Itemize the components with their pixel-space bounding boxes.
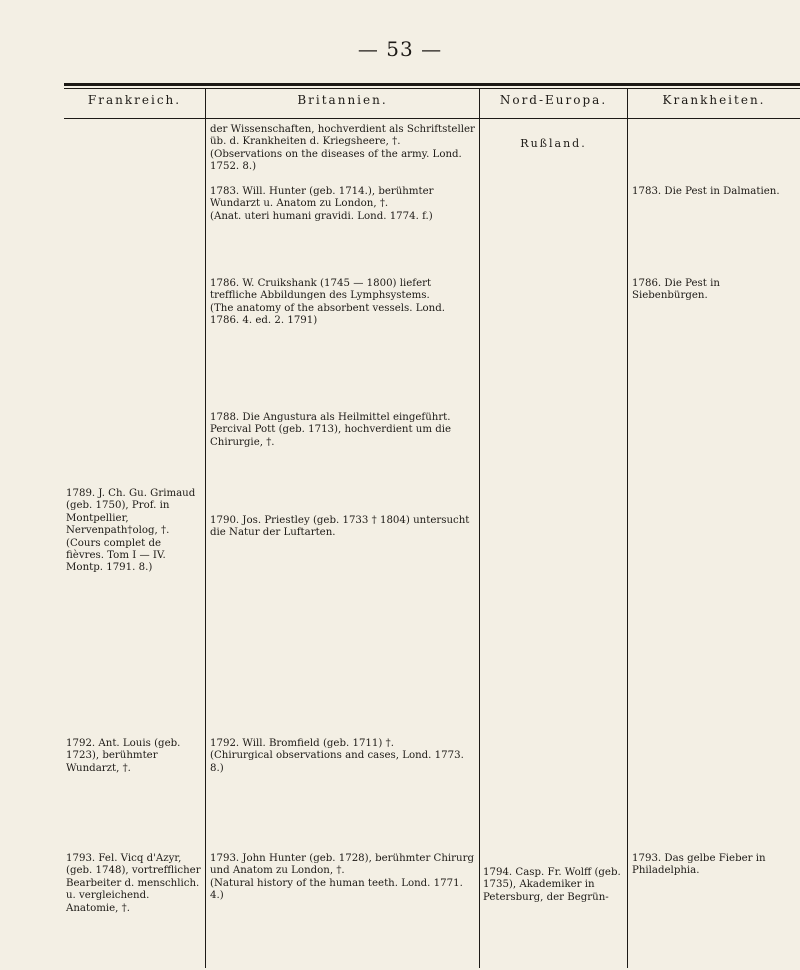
entry-krankheiten-1793: 1793. Das gelbe Fieber in Philadelphia. xyxy=(632,853,766,877)
entry-krankheiten-1783: 1783. Die Pest in Dalmatien. xyxy=(632,186,780,197)
entry-britannien-1783: 1783. Will. Hunter (geb. 1714.), berühmter Wundarzt u. Anatom zu London, †. (Anat. uteri humani gravidi. Lond. 1774. f.) xyxy=(210,186,434,222)
top-rule-thick xyxy=(64,83,800,86)
header-britannien: Britannien. xyxy=(297,93,388,107)
entry-krankheiten-1786: 1786. Die Pest in Siebenbürgen. xyxy=(632,278,720,302)
entry-britannien-1792: 1792. Will. Bromfield (geb. 1711) †. (Chirurgical observations and cases, Lond. 1773. 8.) xyxy=(210,738,464,774)
header-nord-europa: Nord-Europa. xyxy=(499,93,608,107)
column-divider-2 xyxy=(479,88,480,968)
entry-nord-europa-1794: 1794. Casp. Fr. Wolff (geb. 1735), Akademiker in Petersburg, der Begrün- xyxy=(483,867,621,903)
header-krankheiten: Krankheiten. xyxy=(662,93,766,107)
entry-frankreich-1789: 1789. J. Ch. Gu. Grimaud (geb. 1750), Prof. in Montpellier, Nervenpath†olog, †. (Cours complet de fièvres. Tom I — IV. Montp. 1791. 8.) xyxy=(66,488,196,574)
subheader-russland: Rußland. xyxy=(520,137,587,150)
entry-britannien-continued: der Wissenschaften, hochverdient als Schriftsteller üb. d. Krankheiten d. Kriegsheere, †. (Observations on the diseases of the army. Lond. 1752. 8.) xyxy=(210,124,475,173)
column-divider-3 xyxy=(627,88,628,968)
column-divider-1 xyxy=(205,88,206,968)
entry-frankreich-1792: 1792. Ant. Louis (geb. 1723), berühmter Wundarzt, †. xyxy=(66,738,181,774)
top-rule-thin xyxy=(64,88,800,89)
page-number: — 53 — xyxy=(357,37,443,61)
entry-britannien-1786: 1786. W. Cruikshank (1745 — 1800) liefert treffliche Abbildungen des Lymphsystems. (The anatomy of the absorbent vessels. Lond. 1786. 4. ed. 2. 1791) xyxy=(210,278,445,327)
entry-britannien-1788: 1788. Die Angustura als Heilmittel eingeführt. Percival Pott (geb. 1713), hochverdient um die Chirurgie, †. xyxy=(210,412,452,448)
entry-frankreich-1793: 1793. Fel. Vicq d'Azyr, (geb. 1748), vortrefflicher Bearbeiter d. menschlich. u. vergleichend. Anatomie, †. xyxy=(66,853,201,914)
header-frankreich: Frankreich. xyxy=(87,93,182,107)
entry-britannien-1790: 1790. Jos. Priestley (geb. 1733 † 1804) untersucht die Natur der Luftarten. xyxy=(210,515,470,539)
header-rule xyxy=(64,118,800,119)
entry-britannien-1793: 1793. John Hunter (geb. 1728), berühmter Chirurg und Anatom zu London, †. (Natural history of the human teeth. Lond. 1771. 4.) xyxy=(210,853,474,902)
